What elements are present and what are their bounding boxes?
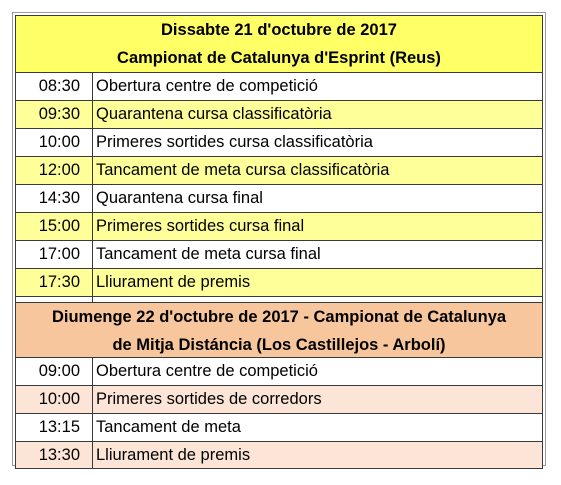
row-time: 10:00 bbox=[16, 386, 93, 413]
row-event: Primeres sortides cursa final bbox=[96, 217, 305, 235]
schedule-row bbox=[16, 441, 542, 469]
schedule-row bbox=[16, 212, 542, 240]
table-bottom-border bbox=[15, 468, 543, 469]
row-time: 15:00 bbox=[16, 213, 93, 240]
row-event: Quarantena cursa classificatòria bbox=[96, 105, 332, 123]
row-time: 13:30 bbox=[16, 442, 93, 469]
schedule-row bbox=[16, 268, 542, 296]
row-event: Obertura centre de competició bbox=[96, 77, 318, 95]
row-event: Tancament de meta cursa final bbox=[96, 245, 321, 263]
schedule-row bbox=[16, 72, 542, 100]
row-event: Obertura centre de competició bbox=[96, 362, 318, 380]
row-event: Lliurament de premis bbox=[96, 273, 251, 291]
day2-title-line1: Diumenge 22 d'octubre de 2017 - Campionat de Catalunya bbox=[51, 307, 507, 326]
row-event: Tancament de meta cursa classificatòria bbox=[96, 161, 390, 179]
row-time: 17:00 bbox=[16, 241, 93, 268]
day2-schedule-table bbox=[15, 357, 543, 469]
day2-header bbox=[15, 302, 543, 358]
schedule-row bbox=[16, 413, 542, 441]
schedule-row bbox=[16, 240, 542, 268]
row-time: 12:00 bbox=[16, 157, 93, 184]
row-event: Primeres sortides cursa classificatòria bbox=[96, 133, 373, 151]
row-time: 08:30 bbox=[16, 73, 93, 100]
day2-title-line2: de Mitja Distáncia (Los Castillejos - Arbolí) bbox=[112, 335, 446, 354]
day1-title-line1: Dissabte 21 d'octubre de 2017 bbox=[161, 21, 397, 39]
schedule-row bbox=[16, 100, 542, 128]
day1-title-line2: Campionat de Catalunya d'Esprint (Reus) bbox=[117, 49, 441, 67]
row-time: 13:15 bbox=[16, 414, 93, 441]
schedule-row bbox=[16, 184, 542, 212]
day1-schedule-table bbox=[15, 72, 543, 296]
row-time: 09:30 bbox=[16, 101, 93, 128]
schedule-row bbox=[16, 385, 542, 413]
row-time: 17:30 bbox=[16, 269, 93, 296]
day1-header bbox=[15, 15, 543, 72]
row-event: Quarantena cursa final bbox=[96, 189, 263, 207]
row-time: 10:00 bbox=[16, 129, 93, 156]
row-time: 14:30 bbox=[16, 185, 93, 212]
row-event: Primeres sortides de corredors bbox=[96, 390, 322, 408]
row-event: Tancament de meta bbox=[96, 418, 241, 436]
schedule-row bbox=[16, 357, 542, 385]
row-event: Lliurament de premis bbox=[96, 446, 251, 464]
schedule-row bbox=[16, 156, 542, 184]
row-time: 09:00 bbox=[16, 358, 93, 385]
schedule-row bbox=[16, 128, 542, 156]
